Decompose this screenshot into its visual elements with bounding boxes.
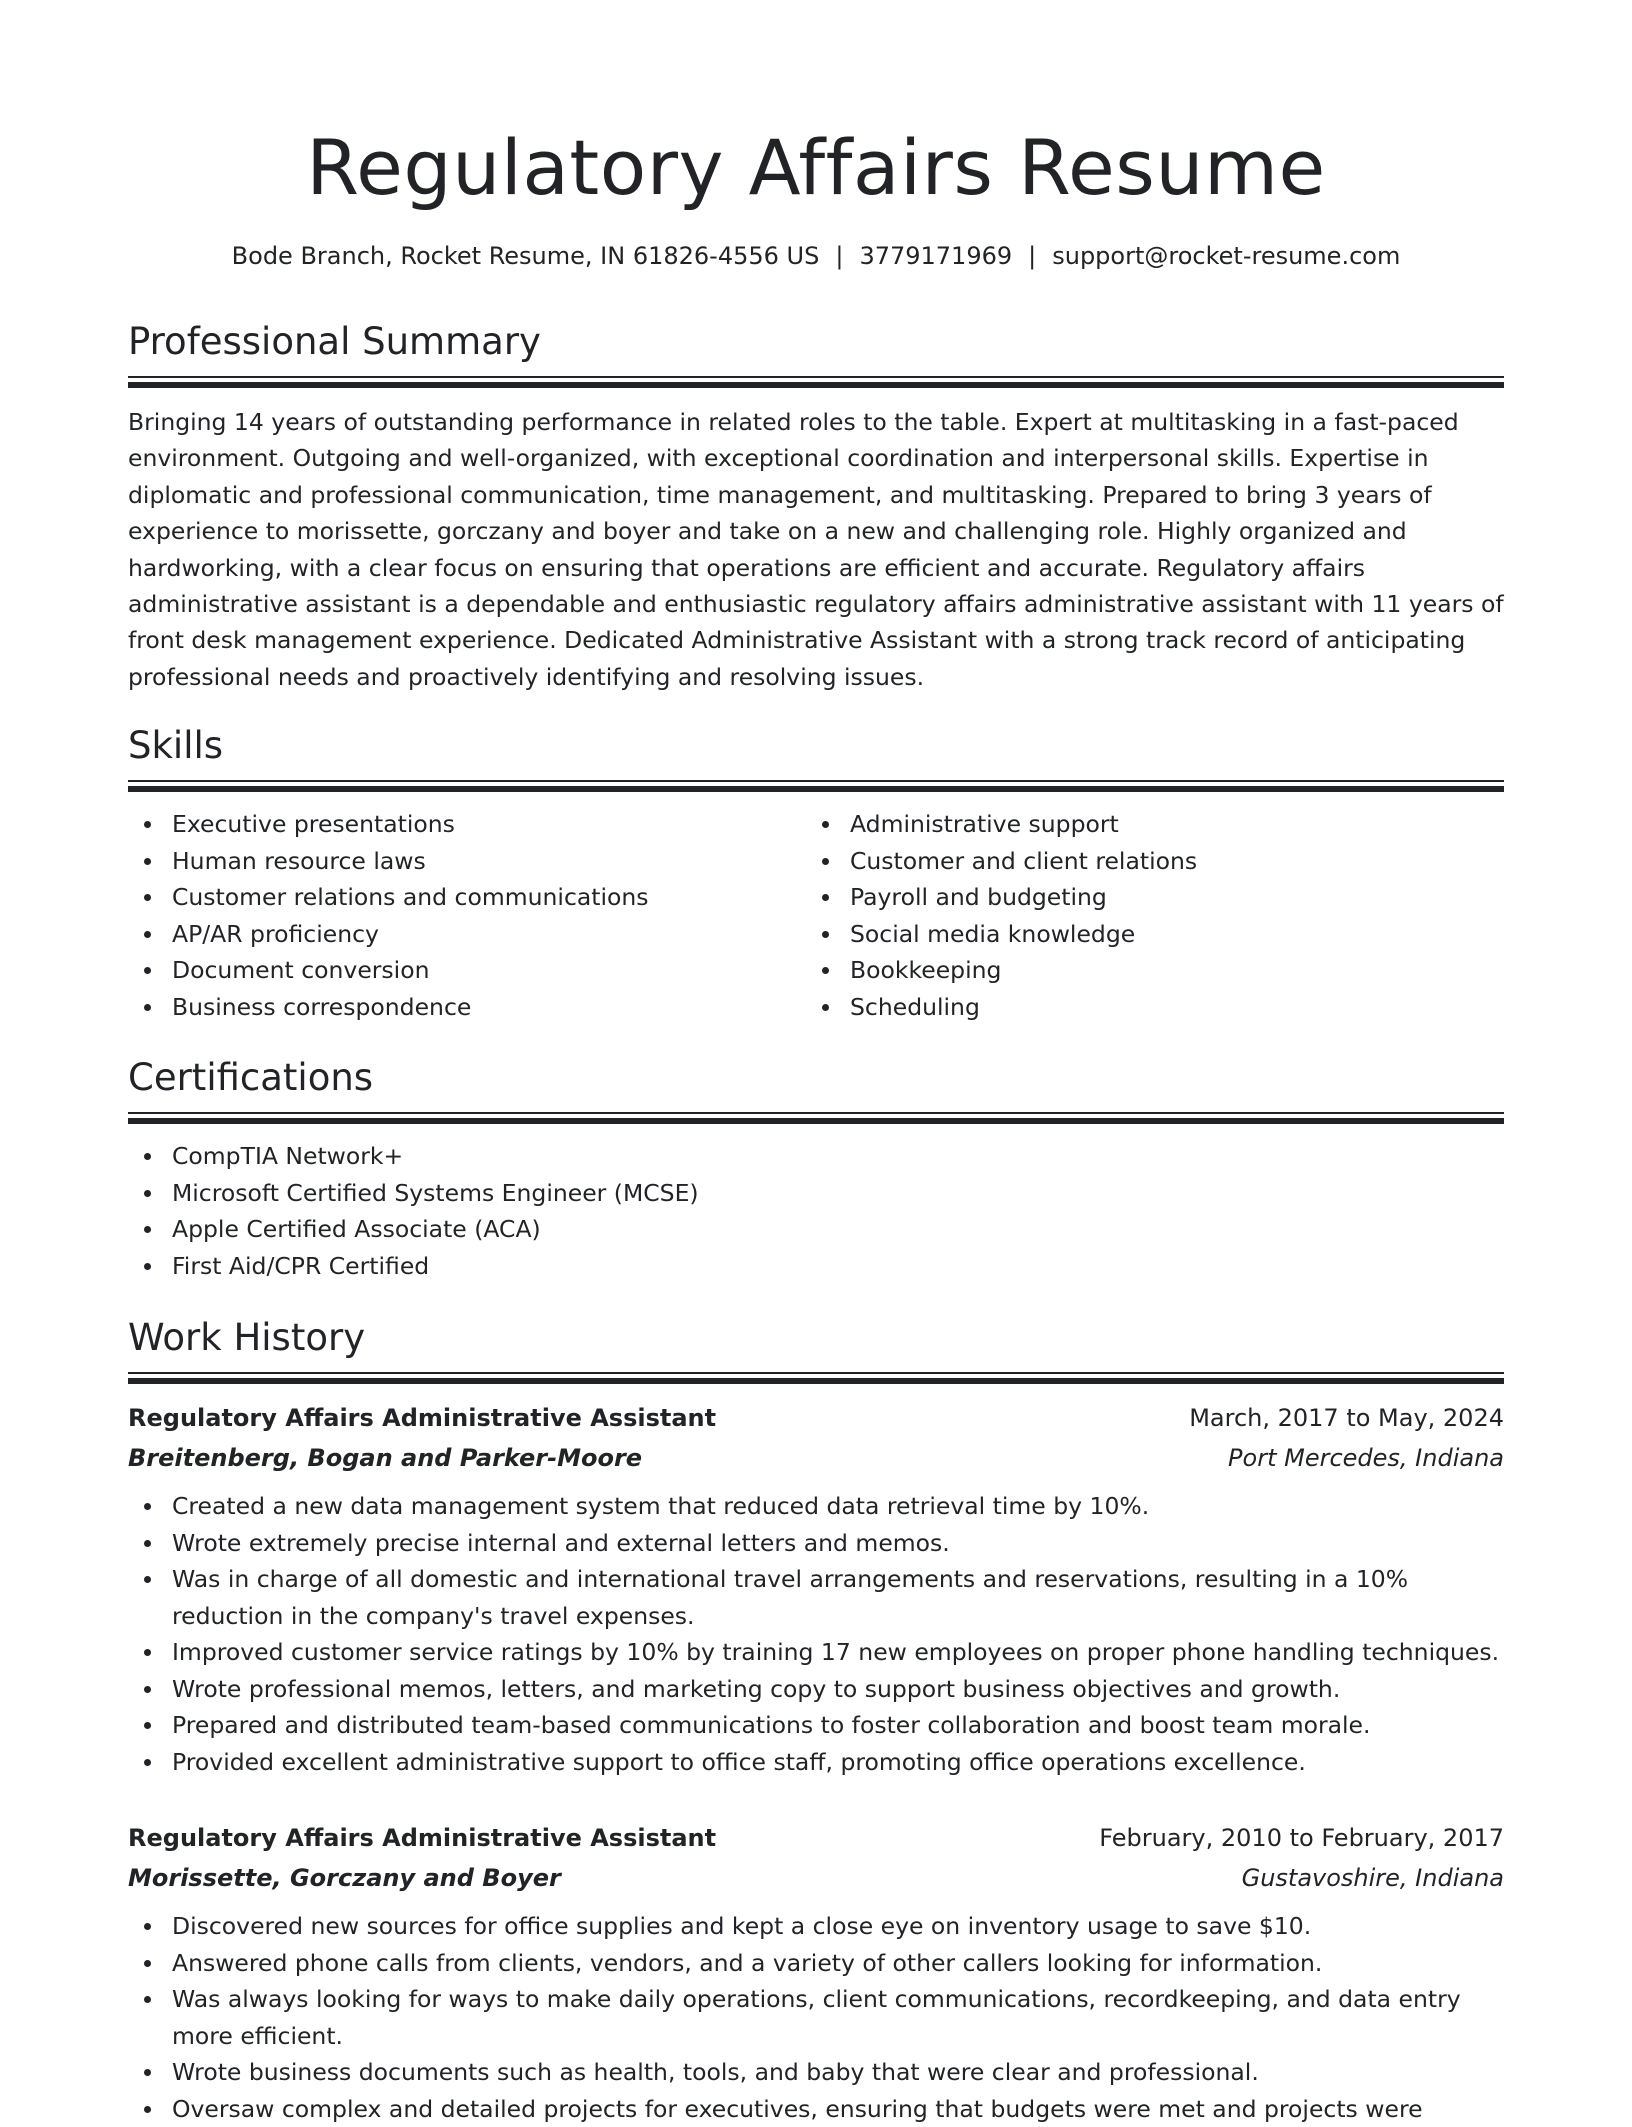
contact-address: Bode Branch, Rocket Resume, IN 61826-4556 US <box>232 242 820 270</box>
job-location: Port Mercedes, Indiana <box>1228 1438 1504 1478</box>
section-heading-summary: Professional Summary <box>128 318 1504 366</box>
skill-item: Customer and client relations <box>806 843 1484 880</box>
section-heading-skills: Skills <box>128 722 1504 770</box>
skill-item: Payroll and budgeting <box>806 879 1484 916</box>
job-title: Regulatory Affairs Administrative Assistant <box>128 1398 716 1438</box>
job-bullets <box>128 1488 1504 1780</box>
section-heading-work-history: Work History <box>128 1314 1504 1362</box>
job-bullet: Prepared and distributed team-based communications to foster collaboration and boost team morale. <box>128 1707 1504 1744</box>
job-bullet: Wrote business documents such as health, tools, and baby that were clear and professional. <box>128 2054 1504 2091</box>
job-subheader <box>128 1858 1504 1898</box>
section-divider <box>128 1112 1504 1124</box>
job-company: Breitenberg, Bogan and Parker-Moore <box>128 1438 642 1478</box>
skills-columns <box>128 806 1504 1026</box>
section-divider <box>128 780 1504 792</box>
skills-section <box>128 722 1504 1026</box>
job-bullet: Wrote professional memos, letters, and marketing copy to support business objectives and growth. <box>128 1671 1504 1708</box>
certification-item: CompTIA Network+ <box>128 1138 1504 1175</box>
job-title: Regulatory Affairs Administrative Assistant <box>128 1818 716 1858</box>
section-divider <box>128 1372 1504 1384</box>
job-entry <box>128 1398 1504 1780</box>
job-bullet: Created a new data management system that reduced data retrieval time by 10%. <box>128 1488 1504 1525</box>
job-bullet: Wrote extremely precise internal and external letters and memos. <box>128 1525 1504 1562</box>
job-dates: March, 2017 to May, 2024 <box>1189 1398 1504 1438</box>
certification-item: Apple Certified Associate (ACA) <box>128 1211 1504 1248</box>
certification-item: First Aid/CPR Certified <box>128 1248 1504 1285</box>
job-location: Gustavoshire, Indiana <box>1242 1858 1504 1898</box>
skill-item: Customer relations and communications <box>128 879 806 916</box>
job-header <box>128 1818 1504 1858</box>
contact-phone: 3779171969 <box>859 242 1012 270</box>
job-dates: February, 2010 to February, 2017 <box>1099 1818 1504 1858</box>
summary-section <box>128 318 1504 695</box>
job-bullet: Provided excellent administrative support to office staff, promoting office operations excellence. <box>128 1744 1504 1781</box>
skills-list-right <box>806 806 1484 1026</box>
job-company: Morissette, Gorczany and Boyer <box>128 1858 561 1898</box>
summary-text: Bringing 14 years of outstanding performance in related roles to the table. Expert at multitasking in a fast-paced environment. Outgoing and well-organized, with exceptional coordination and interpersonal skills. Expertise in diplomatic and professional communication, time management, and multitasking. Prepared to bring 3 years of experience to morissette, gorczany and boyer and take on a new and challenging role. Highly organized and hardworking, with a clear focus on ensuring that operations are efficient and accurate. Regulatory affairs administrative assistant is a dependable and enthusiastic regulatory affairs administrative assistant with 11 years of front desk management experience. Dedicated Administrative Assistant with a strong track record of anticipating professional needs and proactively identifying and resolving issues. <box>128 404 1504 695</box>
job-bullet: Oversaw complex and detailed projects for executives, ensuring that budgets were met and projects were <box>128 2091 1504 2127</box>
skill-item: Human resource laws <box>128 843 806 880</box>
job-bullet: Answered phone calls from clients, vendors, and a variety of other callers looking for information. <box>128 1945 1504 1982</box>
skill-item: Social media knowledge <box>806 916 1484 953</box>
resume-title: Regulatory Affairs Resume <box>128 118 1504 218</box>
certification-item: Microsoft Certified Systems Engineer (MCSE) <box>128 1175 1504 1212</box>
section-divider <box>128 376 1504 388</box>
job-bullet: Discovered new sources for office supplies and kept a close eye on inventory usage to save $10. <box>128 1908 1504 1945</box>
job-header <box>128 1398 1504 1438</box>
job-bullet: Was in charge of all domestic and international travel arrangements and reservations, resulting in a 10% reduction in the company's travel expenses. <box>128 1561 1504 1634</box>
contact-email: support@rocket-resume.com <box>1052 242 1400 270</box>
certifications-section <box>128 1054 1504 1284</box>
job-entry <box>128 1818 1504 2127</box>
skills-list-left <box>128 806 806 1026</box>
skill-item: Bookkeeping <box>806 952 1484 989</box>
work-history-section <box>128 1314 1504 2127</box>
skill-item: Document conversion <box>128 952 806 989</box>
job-bullets <box>128 1908 1504 2127</box>
contact-line <box>128 238 1504 274</box>
skill-item: Executive presentations <box>128 806 806 843</box>
skill-item: Business correspondence <box>128 989 806 1026</box>
job-bullet: Was always looking for ways to make daily operations, client communications, recordkeeping, and data entry more efficient. <box>128 1981 1504 2054</box>
job-bullet: Improved customer service ratings by 10% by training 17 new employees on proper phone handling techniques. <box>128 1634 1504 1671</box>
skill-item: AP/AR proficiency <box>128 916 806 953</box>
section-heading-certifications: Certifications <box>128 1054 1504 1102</box>
contact-separator: | <box>1012 242 1052 270</box>
skill-item: Administrative support <box>806 806 1484 843</box>
skill-item: Scheduling <box>806 989 1484 1026</box>
job-subheader <box>128 1438 1504 1478</box>
certifications-list <box>128 1138 1504 1284</box>
contact-separator: | <box>819 242 859 270</box>
